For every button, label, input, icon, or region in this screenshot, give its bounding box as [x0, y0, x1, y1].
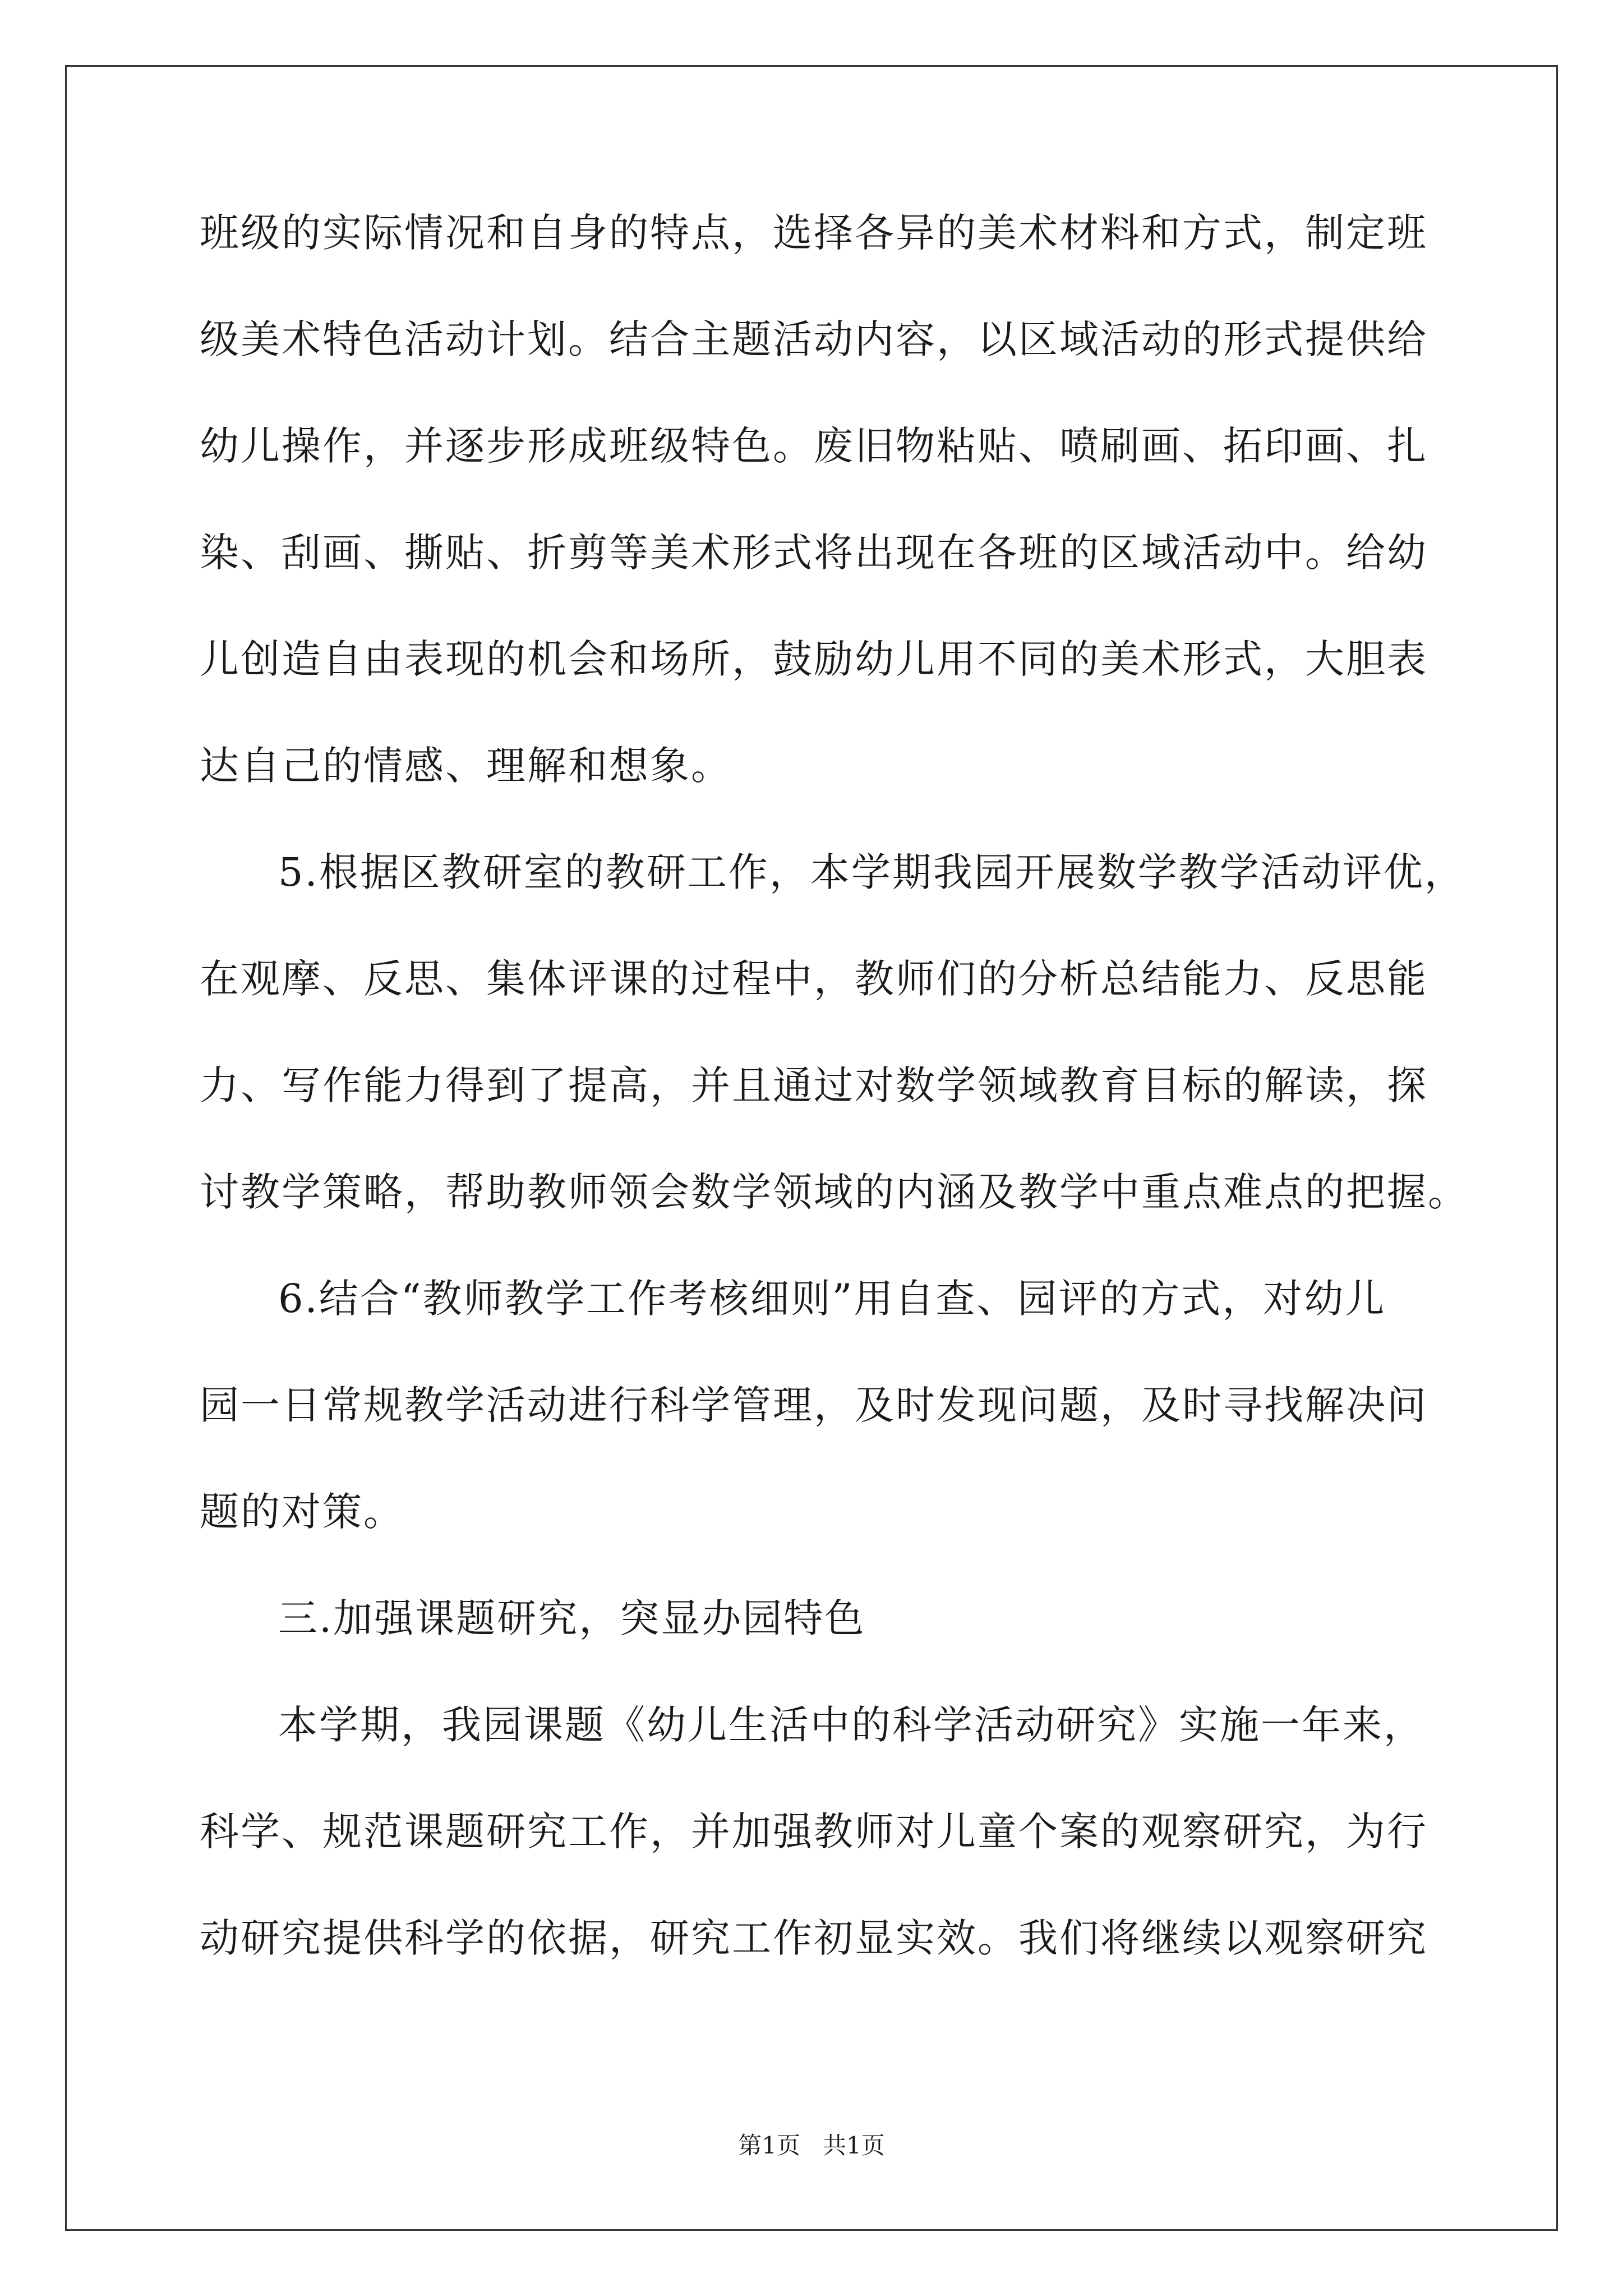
page-footer: [0, 2129, 1623, 2162]
text-line: 题的对策。: [200, 1489, 404, 1535]
text-line: 科学、规范课题研究工作，并加强教师对儿童个案的观察研究，为行: [200, 1809, 1428, 1855]
text-line: 班级的实际情况和自身的特点，选择各异的美术材料和方式，制定班: [200, 210, 1428, 256]
section-heading: 三.加强课题研究，突显办园特色: [278, 1595, 866, 1641]
text-line: 染、刮画、撕贴、折剪等美术形式将出现在各班的区域活动中。给幼: [200, 530, 1428, 576]
text-line: 园一日常规教学活动进行科学管理，及时发现问题，及时寻找解决问: [200, 1382, 1428, 1428]
text-line: 讨教学策略，帮助教师领会数学领域的内涵及教学中重点难点的把握。: [200, 1169, 1469, 1215]
page-total: 共1页: [823, 2132, 885, 2159]
text-line: 在观摩、反思、集体评课的过程中，教师们的分析总结能力、反思能: [200, 956, 1428, 1002]
page-frame: [65, 65, 1558, 2231]
text-line: 动研究提供科学的依据，研究工作初显实效。我们将继续以观察研究: [200, 1915, 1428, 1961]
text-line: 儿创造自由表现的机会和场所，鼓励幼儿用不同的美术形式，大胆表: [200, 636, 1428, 682]
text-line: 力、写作能力得到了提高，并且通过对数学领域教育目标的解读，探: [200, 1062, 1428, 1108]
text-line: 本学期，我园课题《幼儿生活中的科学活动研究》实施一年来，: [278, 1702, 1424, 1748]
text-line: 6.结合“教师教学工作考核细则”用自查、园评的方式，对幼儿: [278, 1276, 1386, 1322]
text-line: 5.根据区教研室的教研工作，本学期我园开展数学教学活动评优，: [278, 849, 1465, 895]
text-line: 级美术特色活动计划。结合主题活动内容，以区域活动的形式提供给: [200, 316, 1428, 362]
page-number: 第1页: [738, 2132, 800, 2159]
text-line: 达自己的情感、理解和想象。: [200, 743, 732, 789]
text-line: 幼儿操作，并逐步形成班级特色。废旧物粘贴、喷刷画、拓印画、扎: [200, 423, 1428, 469]
